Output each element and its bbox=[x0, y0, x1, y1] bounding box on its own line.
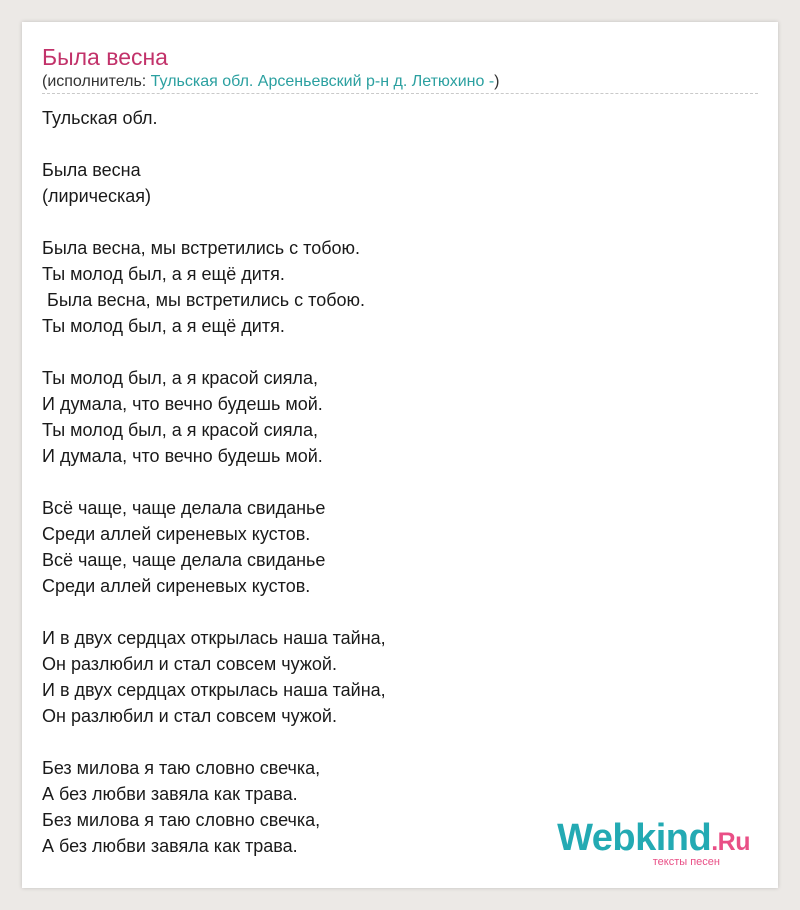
title-divider bbox=[42, 93, 758, 94]
lyrics-line: Всё чаще, чаще делала свиданье bbox=[42, 498, 326, 518]
logo-name: Webkind bbox=[557, 817, 712, 859]
lyrics-line: Без милова я таю словно свечка, bbox=[42, 758, 321, 778]
performer-line bbox=[42, 72, 500, 92]
lyrics-line: (лирическая) bbox=[42, 186, 152, 206]
lyrics-line: А без любви завяла как трава. bbox=[42, 836, 298, 856]
lyrics-line: Была весна bbox=[42, 160, 141, 180]
lyrics-line: Была весна, мы встретились с тобою. bbox=[42, 238, 361, 258]
song-title: Была весна bbox=[42, 44, 168, 70]
lyrics-line: И думала, что вечно будешь мой. bbox=[42, 446, 323, 466]
logo-tld: .Ru bbox=[711, 828, 750, 856]
lyrics-line: Среди аллей сиреневых кустов. bbox=[42, 576, 311, 596]
performer-prefix: (исполнитель: bbox=[42, 73, 151, 90]
lyrics-line: Ты молод был, а я ещё дитя. bbox=[42, 264, 285, 284]
lyrics-line: А без любви завяла как трава. bbox=[42, 784, 298, 804]
lyrics-line: И в двух сердцах открылась наша тайна, bbox=[42, 628, 386, 648]
performer-link[interactable]: Тульская обл. Арсеньевский р-н д. Летюхино - bbox=[150, 73, 495, 90]
lyrics-line: И думала, что вечно будешь мой. bbox=[42, 394, 323, 414]
lyrics-line: И в двух сердцах открылась наша тайна, bbox=[42, 680, 386, 700]
lyrics-line: Ты молод был, а я красой сияла, bbox=[42, 420, 318, 440]
lyrics-line: Тульская обл. bbox=[42, 108, 158, 128]
lyrics-line: Он разлюбил и стал совсем чужой. bbox=[42, 706, 337, 726]
lyrics-line: Была весна, мы встретились с тобою. bbox=[42, 290, 366, 310]
lyrics-line: Он разлюбил и стал совсем чужой. bbox=[42, 654, 337, 674]
lyrics-card bbox=[22, 22, 778, 888]
lyrics-line: Ты молод был, а я красой сияла, bbox=[42, 368, 318, 388]
lyrics-text bbox=[42, 105, 386, 859]
lyrics-line: Ты молод был, а я ещё дитя. bbox=[42, 316, 285, 336]
performer-suffix: ) bbox=[494, 73, 500, 90]
webkind-logo bbox=[557, 817, 750, 868]
lyrics-line: Среди аллей сиреневых кустов. bbox=[42, 524, 311, 544]
lyrics-line: Без милова я таю словно свечка, bbox=[42, 810, 321, 830]
logo-tagline: тексты песен bbox=[652, 856, 720, 868]
lyrics-line: Всё чаще, чаще делала свиданье bbox=[42, 550, 326, 570]
